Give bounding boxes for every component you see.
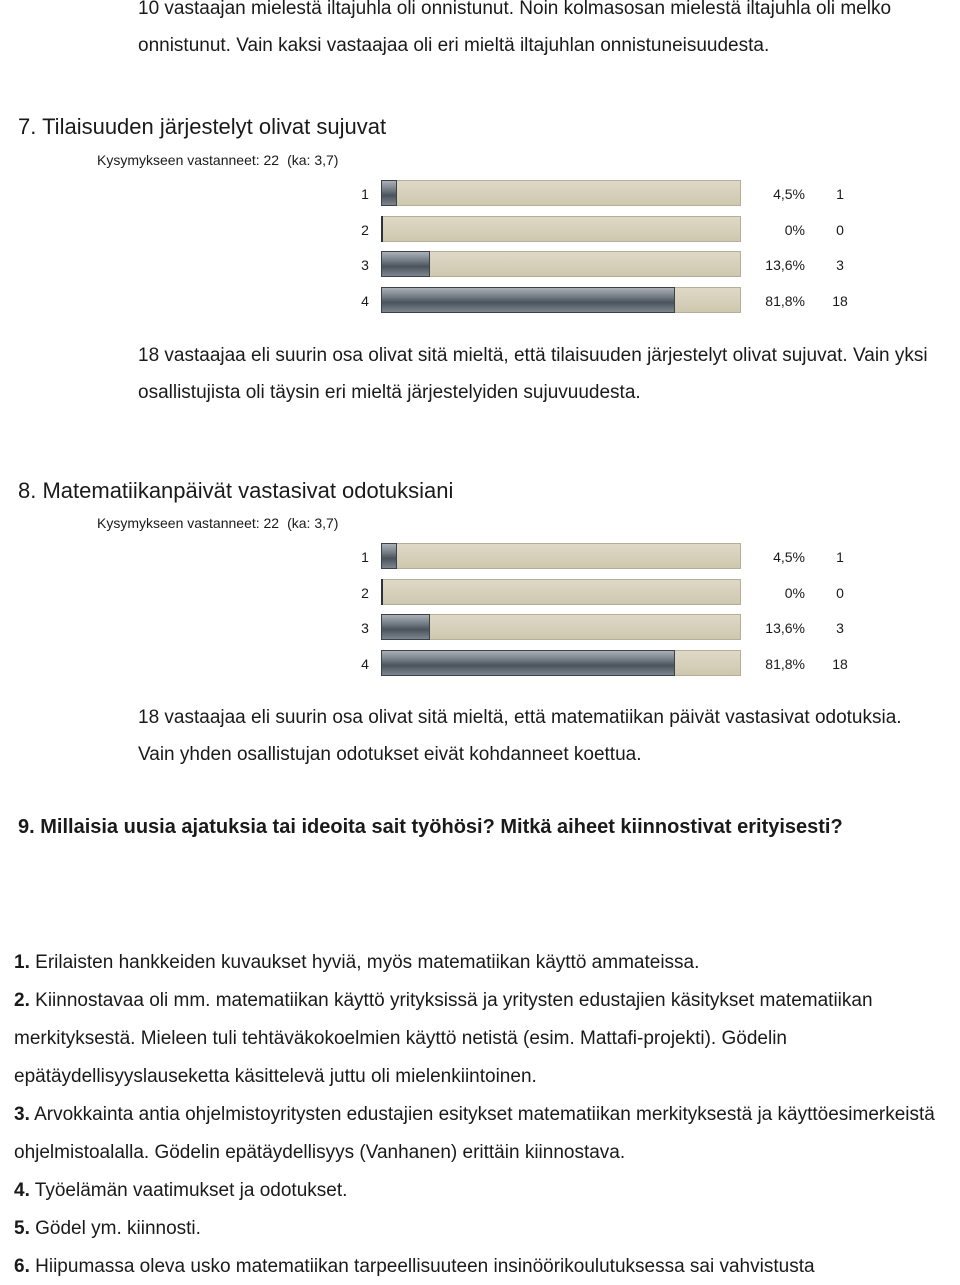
count-label: 0 (836, 221, 844, 238)
respondents-line-7 (97, 152, 338, 168)
percent-label: 81,8% (765, 655, 805, 672)
bar-row (0, 178, 960, 212)
bar-track (381, 579, 741, 605)
bar-row (0, 612, 960, 646)
answer-item: 6. Hiipumassa oleva usko matematiikan tarpeellisuuteen insinöörikoulutuksessa sai vahvistusta (14, 1256, 815, 1277)
category-label: 3 (361, 257, 369, 273)
intro-paragraph: 10 vastaajan mielestä iltajuhla oli onnistunut. Noin kolmasosan mielestä iltajuhla oli melko onnistunut. Vain kaksi vastaajaa oli eri mieltä iltajuhlan onnistuneisuudesta. (138, 0, 892, 56)
bar (381, 614, 430, 640)
count-label: 3 (836, 620, 844, 636)
bar (381, 287, 675, 313)
bar-row (0, 214, 960, 248)
count-label: 0 (836, 584, 844, 601)
answer-item: 3. Arvokkainta antia ohjelmistoyritysten edustajien esitykset matematiikan merkityksestä ja käyttöesimerkeistä ohjelmistoalalla. Gödelin epätäydellisyys (Vanhanen) erittäin kiinnostava. (14, 1104, 935, 1163)
count-label: 3 (836, 257, 844, 273)
answer-item: 5. Gödel ym. kiinnosti. (14, 1218, 201, 1239)
category-label: 2 (361, 584, 369, 601)
answer-item: 1. Erilaisten hankkeiden kuvaukset hyviä, myös matematiikan käyttö ammateissa. (14, 952, 700, 973)
percent-label: 4,5% (773, 549, 805, 565)
question-9-heading: 9. Millaisia uusia ajatuksia tai ideoita sait työhösi? Mitkä aiheet kiinnostivat erityisesti? (18, 816, 843, 838)
bar-row (0, 285, 960, 319)
bar-row (0, 541, 960, 575)
percent-label: 0% (784, 584, 805, 601)
summary-paragraph-8: 18 vastaajaa eli suurin osa olivat sitä mieltä, että matematiikan päivät vastasivat odotuksia. Vain yhden osallistujan odotukset eivät kohdanneet koettua. (138, 707, 902, 765)
category-label: 1 (361, 186, 369, 202)
bar-track (381, 543, 741, 569)
bar (381, 216, 383, 242)
bar-row (0, 648, 960, 682)
bar-row (0, 577, 960, 611)
bar (381, 180, 397, 206)
bar-track (381, 180, 741, 206)
answers-list (14, 944, 944, 1285)
average-value: (ka: 3,7) (287, 152, 339, 168)
category-label: 1 (361, 549, 369, 565)
bar-row (0, 249, 960, 283)
category-label: 4 (361, 655, 369, 672)
answer-item: 2. Kiinnostavaa oli mm. matematiikan käyttö yrityksissä ja yritysten edustajien käsitykset matematiikan merkityksestä. Mieleen tuli tehtäväkokoelmien käyttö netistä (esim. Mattafi-projekti). Gödelin epätäydellisyyslauseketta käsittelevä juttu oli mielenkiintoinen. (14, 990, 873, 1087)
category-label: 2 (361, 221, 369, 238)
section-title-8: 8. Matematiikanpäivät vastasivat odotuksiani (18, 478, 454, 503)
bar (381, 650, 675, 676)
bar (381, 251, 430, 277)
percent-label: 4,5% (773, 186, 805, 202)
count-label: 18 (832, 292, 848, 309)
respondents-line-8 (97, 515, 338, 531)
count-label: 1 (836, 549, 844, 565)
respondents-count: Kysymykseen vastanneet: 22 (97, 152, 280, 168)
section-title-7: 7. Tilaisuuden järjestelyt olivat sujuvat (18, 114, 387, 139)
category-label: 4 (361, 292, 369, 309)
percent-label: 13,6% (765, 257, 805, 273)
respondents-count: Kysymykseen vastanneet: 22 (97, 515, 280, 531)
bar-track (381, 251, 741, 277)
bar-track (381, 216, 741, 242)
count-label: 1 (836, 186, 844, 202)
percent-label: 0% (784, 221, 805, 238)
percent-label: 81,8% (765, 292, 805, 309)
summary-paragraph-7: 18 vastaajaa eli suurin osa olivat sitä mieltä, että tilaisuuden järjestelyt olivat sujuvat. Vain yksi osallistujista oli täysin eri mieltä järjestelyiden sujuvuudesta. (138, 345, 928, 403)
percent-label: 13,6% (765, 620, 805, 636)
count-label: 18 (832, 655, 848, 672)
category-label: 3 (361, 620, 369, 636)
bar (381, 543, 397, 569)
answer-item: 4. Työelämän vaatimukset ja odotukset. (14, 1180, 348, 1201)
average-value: (ka: 3,7) (287, 515, 339, 531)
bar (381, 579, 383, 605)
bar-track (381, 614, 741, 640)
